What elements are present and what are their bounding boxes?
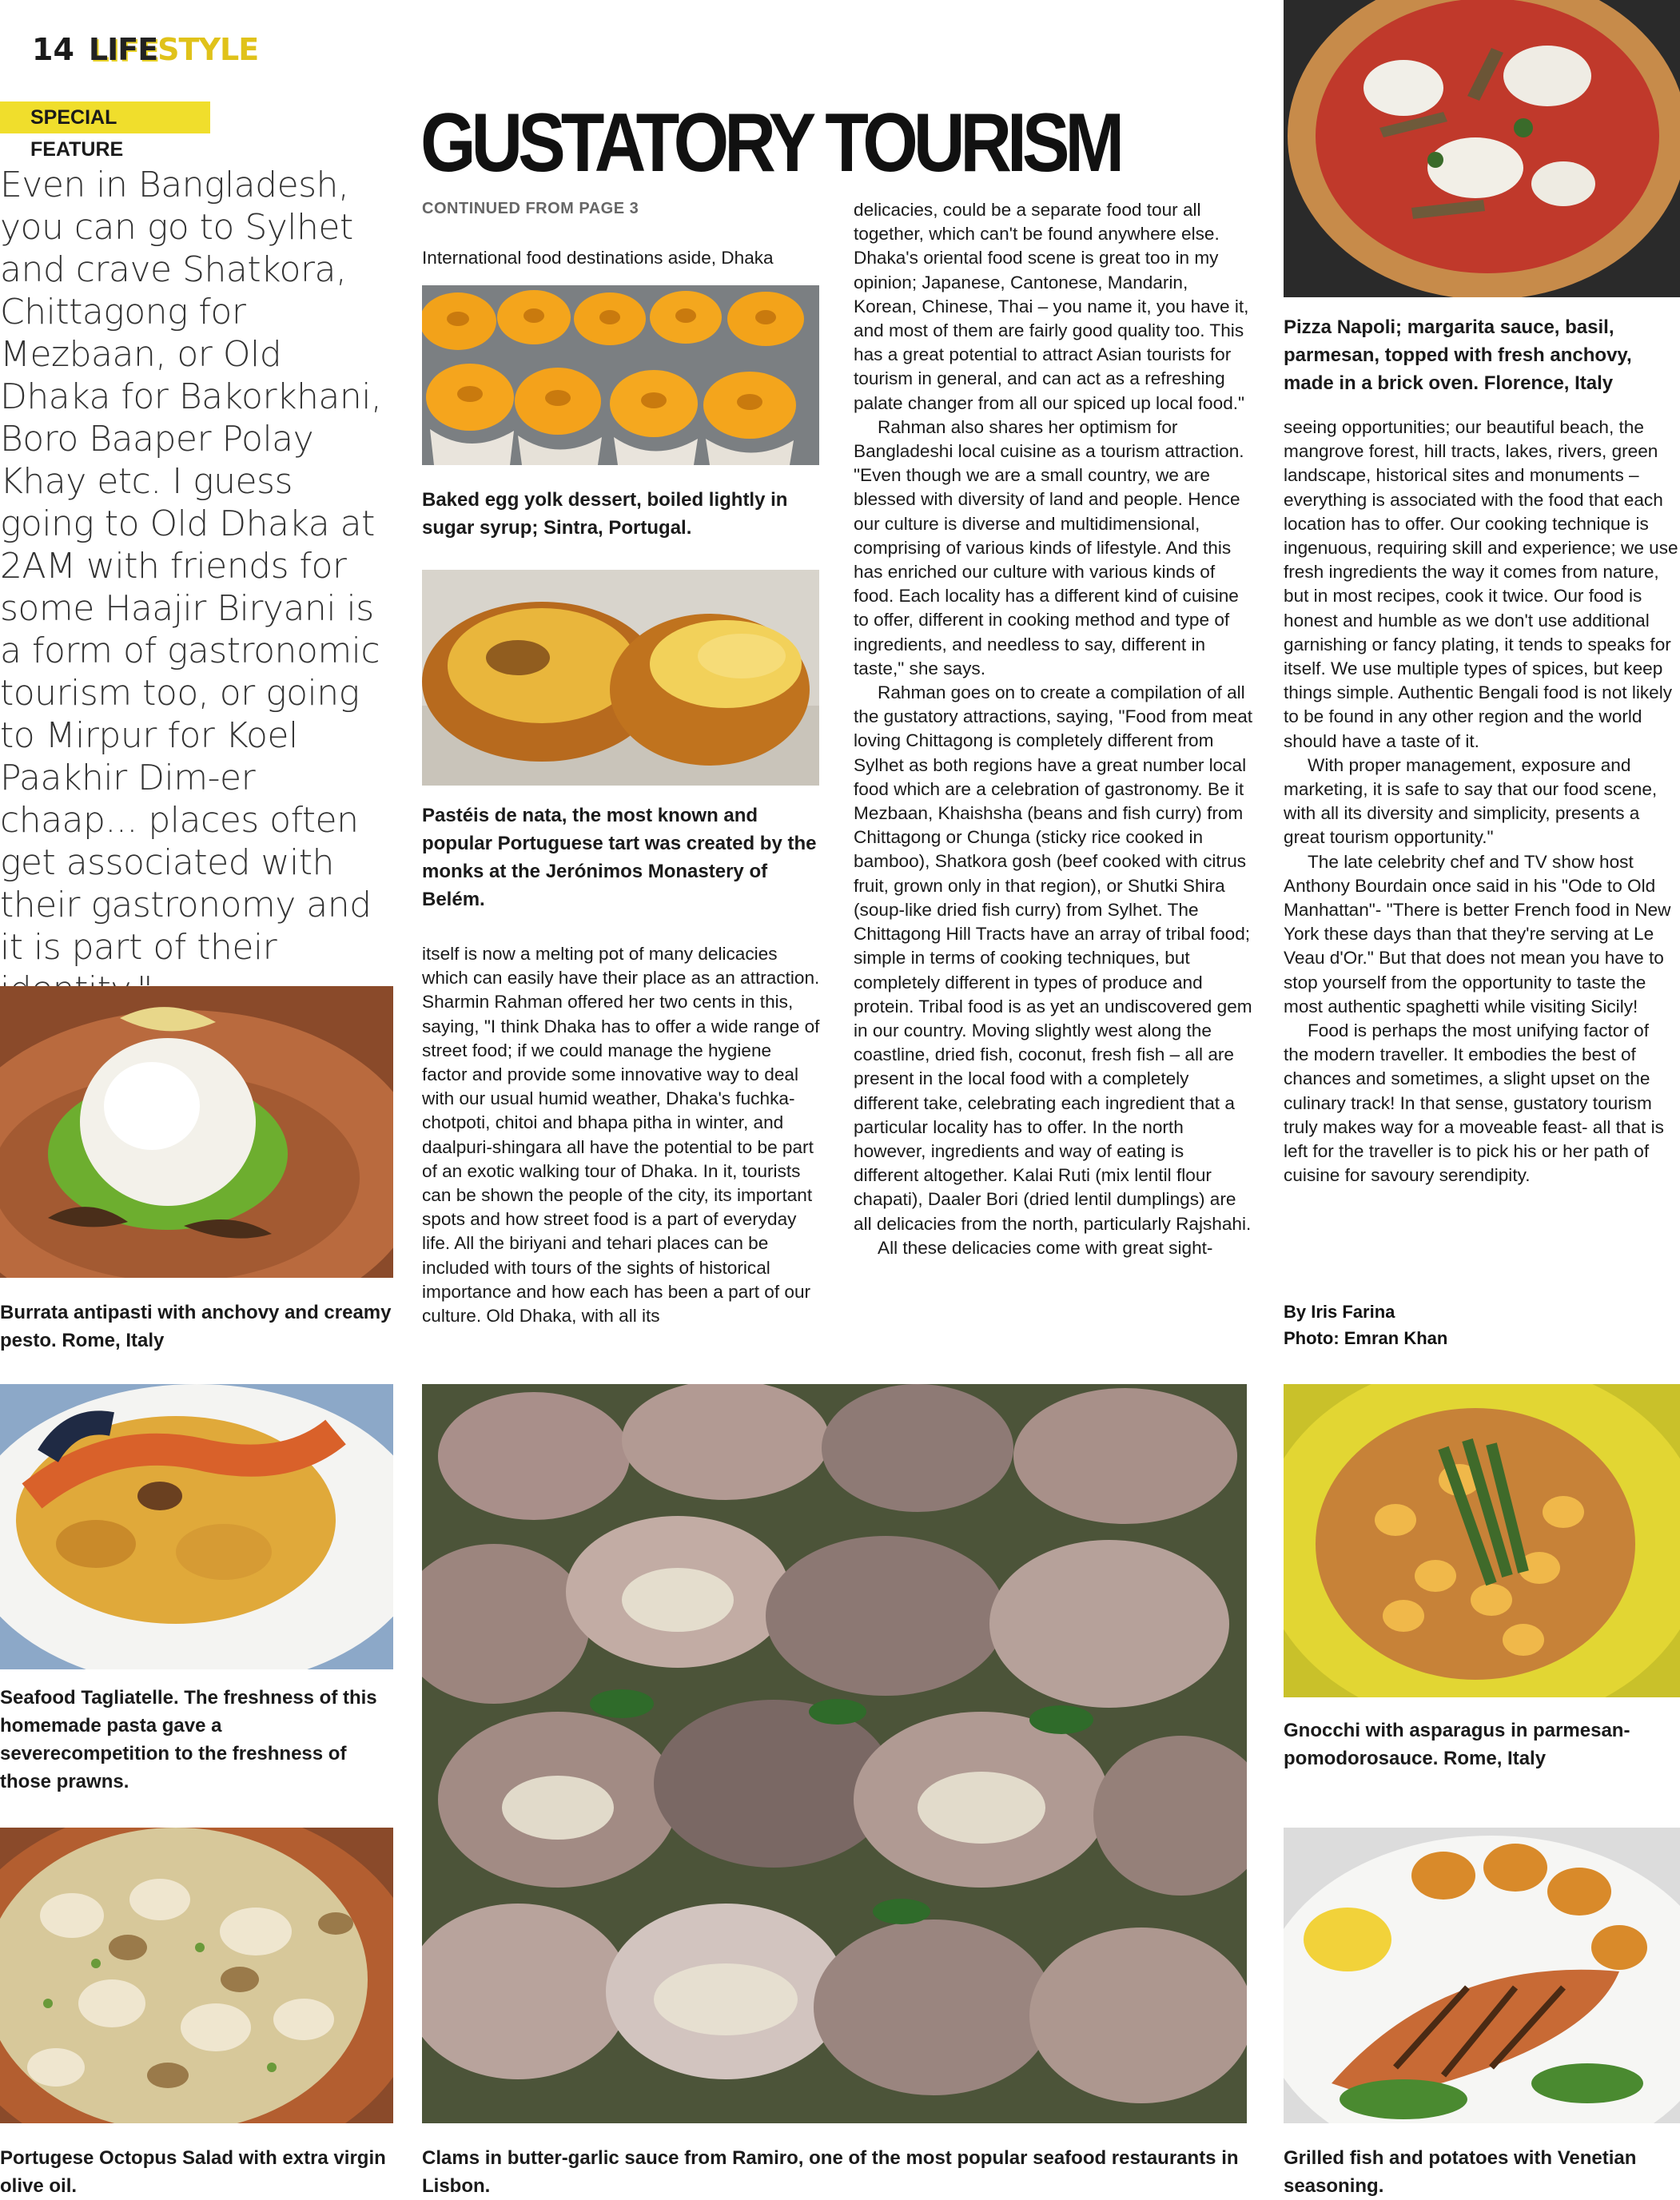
paragraph: International food destinations aside, Dhaka [422, 248, 774, 268]
pull-quote: Even in Bangladesh, you can go to Sylhet and crave Shatkora, Chittagong for Mezbaan, or Old Dhaka for Bakorkhani, Boro Baaper Polay Khay etc. I guess going to Old Dhaka at 2AM with friends for some Haajir Biryani is a form of gastronomic tourism too, or going to Mirpur for Koel Paakhir Dim-er chaap... places often get associated with their gastronomy and it is part of their [0, 165, 382, 968]
page-number: 14 [32, 32, 74, 67]
pizza-photo [1284, 0, 1680, 297]
octopus-salad-caption: Portugese Octopus Salad with extra virgin olive oil. [0, 2147, 386, 2197]
paragraph: itself is now a melting pot of many delicacies which can easily have their place as an attraction. Sharmin Rahman offered her two cents in this, saying, "I think Dhaka has to offer a wide range of street food; if we could manage the hygiene factor and provide some innovative way to deal with our usual humid weather, Dhaka's fuchka-chotpoti, chitoi and bhapa pitha in winter, and daalpuri-shingara all have the potential to be part of an exotic walking tour of Dhaka. In it, tourists can be shown the people of the city, its important spots and how street food is a part of everyday life. All the biriyani and tehari places can be included with tours of the sights of historical importance and how each has been a part of our culture. Old Dhaka, with all its [422, 944, 820, 1327]
grilled-fish-photo [1284, 1828, 1680, 2123]
paragraph: Food is perhaps the most unifying factor of the modern traveller. It embodies the best of chances and sometimes, a slight upset on the culinary track! In that sense, gustatory tourism truly makes way for a moveable feast- all that is left for the traveller is to pick his or her path of cuisine for savoury serendipity. [1284, 1020, 1664, 1186]
paragraph: The late celebrity chef and TV show host Anthony Bourdain once said in his "Ode to Old Manhattan"- "There is better French food in New York these days than that they're serving at Le Veau d'Or." But that does not mean you have to stop yourself from the opportunity to taste the most authentic spaghetti while visiting Sicily! [1284, 851, 1671, 1016]
paragraph: Rahman also shares her optimism for Bangladeshi local cuisine as a tourism attraction. "Even though we are a small country, we are blessed with diversity of land and people. Hence our culture is diverse and multidimensional, comprising of various kinds of lifestyle. And this has enriched our culture with various kinds of food. Each locality has a different kind of cuisine to offer, different in cooking method and type of ingredients, and needless to say, different in taste," she says. [854, 416, 1244, 678]
paragraph: Rahman goes on to create a compilation of all the gustatory attractions, saying, "Food from meat loving Chittagong is completely different from Sylhet as both regions have a great number local food which are a celebration of gastronomy. Be it Mezbaan, Khaishsha (beans and fish curry) from Chittagong or Chunga (sticky rice cooked in bamboo), Shatkora gosh (beef cooked with citrus fruit, grown only in that region), or Shutki Shira (soup-like dried fish curry) from Sylhet. The Chittagong Hill Tracts have an array of tribal food; simple in terms of cooking techniques, but completely different in types of produce and protein. Tribal food is as yet an undiscovered gem in our country. Moving slightly west along the coastline, dried fish, coconut, fresh fish – all are present in the local food with a completely different take, celebrating each ingredient that a particular locality has to offer. In the north however, ingredients and way of eating is different altogether. Kalai Ruti (mix lentil flour chapati), Daaler Bori (dried lentil dumplings) are all delicacies from the north, particularly Rajshahi. [854, 682, 1253, 1234]
pizza-caption: Pizza Napoli; margarita sauce, basil, parmesan, topped with fresh anchovy, made in a brick oven. Florence, Italy [1284, 316, 1632, 394]
clams-caption: Clams in butter-garlic sauce from Ramiro, one of the most popular seafood restaurants in Lisbon. [422, 2147, 1239, 2197]
paragraph: delicacies, could be a separate food tour all together, which can't be found anywhere else. Dhaka's oriental food scene is great too in my opinion; Japanese, Cantonese, Mandarin, Korean, Chinese, Thai – you name it, you have it, and most of them are fairly good quality too. This has a great potential to attract Asian tourists for tourism in general, and can act as a refreshing palate changer from all our spiced up local food." [854, 200, 1249, 413]
paragraph: With proper management, exposure and marketing, it is safe to say that our food scene, with all its diversity and simplicity, presents a great tourism opportunity." [1284, 754, 1658, 848]
photo-credit: Photo: Emran Khan [1284, 1328, 1448, 1348]
grilled-fish-caption: Grilled fish and potatoes with Venetian seasoning. [1284, 2147, 1637, 2197]
byline-block [1284, 1299, 1675, 1351]
burrata-caption: Burrata antipasti with anchovy and creamy pesto. Rome, Italy [0, 1302, 392, 1351]
gnocchi-caption: Gnocchi with asparagus in parmesan-pomodorosauce. Rome, Italy [1284, 1720, 1630, 1769]
byline: By Iris Farina [1284, 1302, 1395, 1322]
octopus-salad-photo [0, 1828, 393, 2123]
headline: GUSTATORY TOURISM [420, 97, 1120, 189]
burrata-photo [0, 986, 393, 1278]
column-1-bottom [422, 942, 820, 1328]
column-2 [854, 198, 1253, 1260]
gnocchi-photo [1284, 1384, 1680, 1697]
column-1-top [422, 246, 822, 270]
continued-from: CONTINUED FROM PAGE 3 [422, 200, 639, 217]
column-3 [1284, 416, 1678, 1188]
paragraph: All these delicacies come with great sight- [878, 1237, 1213, 1258]
tagliatelle-photo [0, 1384, 393, 1669]
tagliatelle-caption: Seafood Tagliatelle. The freshness of this homemade pasta gave a severecompetition to the freshness of those prawns. [0, 1687, 377, 1792]
paragraph: seeing opportunities; our beautiful beach, the mangrove forest, hill tracts, lakes, rivers, green landscape, historical sites and monuments – everything is associated with the food that each location has to offer. Our cooking technique is ingenuous, requiring skill and experience; we use fresh ingredients the way it comes from nature, but in most recipes, cook it twice. Our food is honest and humble as we don't use additional garnishing or fancy plating, it tends to speaks for itself. We use multiple types of spices, but keep things simple. Authentic Bengali food is not likely to be found in any other region and the world should have a taste of it. [1284, 417, 1678, 751]
page-folio [32, 32, 258, 67]
clams-photo [422, 1384, 1247, 2123]
section-name-life: LIFE [88, 32, 158, 67]
egg-yolk-photo [422, 285, 819, 465]
pastel-de-nata-photo [422, 570, 819, 786]
pastel-de-nata-caption: Pastéis de nata, the most known and popular Portuguese tart was created by the monks at the Jerónimos Monastery of Belém. [422, 805, 817, 910]
egg-yolk-caption: Baked egg yolk dessert, boiled lightly in sugar syrup; Sintra, Portugal. [422, 489, 788, 539]
special-feature-tag: SPECIAL FEATURE [0, 101, 210, 133]
section-name-style: STYLE [157, 32, 259, 67]
